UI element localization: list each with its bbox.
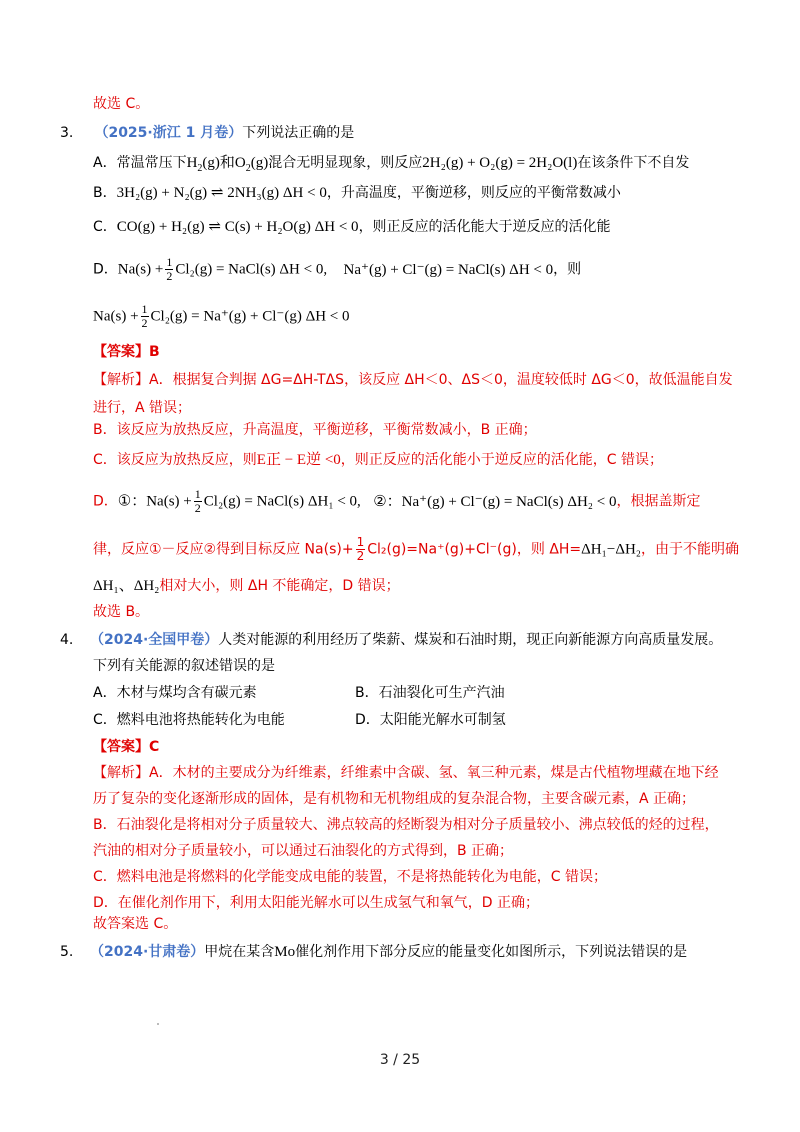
- question-source: （2024·甘肃卷）: [90, 944, 205, 960]
- page-number: 3 / 25: [379, 1052, 421, 1068]
- analysis-line: 汽油的相对分子质量较小，可以通过石油裂化的方式得到，B 正确；: [93, 843, 514, 859]
- analysis-line: D．在催化剂作用下，利用太阳能光解水可以生成氢气和氧气，D 正确；: [93, 895, 540, 911]
- option-b: B．石油裂化可生产汽油: [355, 685, 505, 701]
- analysis-line: 【解析】A．木材的主要成分为纤维素，纤维素中含碳、氢、氧三种元素，煤是古代植物埋藏在地下经: [93, 765, 719, 781]
- option-c: C．燃料电池将热能转化为电能: [93, 712, 285, 728]
- analysis-block: 【解析】A．根据复合判据 ΔG=ΔH-TΔS，该反应 ΔH＜0、ΔS＜0，温度较低时 ΔG＜0，故低温能自发 进行，A 错误；: [93, 372, 733, 416]
- question-stem: 下列说法正确的是: [242, 125, 355, 141]
- previous-conclusion: 故选 C。: [93, 96, 150, 112]
- analysis-d: D．①：Na(s) + $\frac{1}{2}$ Cl₂(g) = NaCl(s) ΔH₁ < 0, ②：Na⁺(g) + Cl⁻(g) = NaCl(s) ΔH₂ < 0，根据盖斯定: [93, 487, 701, 515]
- question-3-header: [60, 123, 354, 143]
- question-4-header: 4. （2024·全国甲卷）人类对能源的利用经历了柴薪、煤炭和石油时期，现正向新能源方向高质量发展。: [60, 632, 723, 648]
- analysis-d-end: ΔH₁、ΔH₂相对大小，则 ΔH 不能确定，D 错误；: [93, 578, 400, 594]
- analysis-d-cont: 律，反应①－反应②得到目标反应 Na(s)+ $\frac{1}{2}$ Cl₂(g)=Na⁺(g)+Cl⁻(g)，则 ΔH=ΔH₁−ΔH₂，由于不能明确: [93, 535, 740, 563]
- analysis-conclusion: 故选 B。: [93, 604, 150, 620]
- equation: 3H₂(g) + N₂(g) ⇌ 2NH₃(g) ΔH < 0: [116, 185, 327, 201]
- answer: 【答案】B: [93, 344, 160, 360]
- analysis-line: C．燃料电池是将燃料的化学能变成电能的装置，不是将热能转化为电能，C 错误；: [93, 869, 607, 885]
- analysis-conclusion: 故答案选 C。: [93, 916, 178, 932]
- option-a: A．常温常压下$H_2(g)$和$O_2(g)$混合无明显现象，则反应2H₂(g) + O₂(g) = 2H₂O(l)在该条件下不自发: [93, 155, 690, 174]
- equation: 2H₂(g) + O₂(g) = 2H₂O(l): [422, 155, 578, 171]
- fraction-half: $\frac{1}{2}$: [356, 535, 365, 563]
- formula: $O_2(g)$: [234, 155, 269, 174]
- analysis-line: B．石油裂化是将相对分子质量较大、沸点较高的烃断裂为相对分子质量较小、沸点较低的烃的过程，: [93, 817, 719, 833]
- equation: CO(g) + H₂(g) ⇌ C(s) + H₂O(g) ΔH < 0: [116, 219, 359, 235]
- option-b: B．3H₂(g) + N₂(g) ⇌ 2NH₃(g) ΔH < 0，升高温度，平衡逆移，则反应的平衡常数减小: [93, 185, 621, 201]
- option-d: D．太阳能光解水可制氢: [355, 712, 506, 728]
- formula: $H_2(g)$和: [186, 155, 235, 174]
- option-d: D．Na(s) + $\frac{1}{2}$ Cl₂(g) = NaCl(s) ΔH < 0, Na⁺(g) + Cl⁻(g) = NaCl(s) ΔH < 0，则: [93, 255, 582, 283]
- analysis-c: C．该反应为放热反应，则E正 − E逆 <0，则正反应的活化能小于逆反应的活化能，C 错误；: [93, 452, 664, 468]
- question-source: （2024·全国甲卷）: [90, 632, 219, 648]
- question-5-header: 5. （2024·甘肃卷）甲烷在某含Mo催化剂作用下部分反应的能量变化如图所示，下列说法错误的是: [60, 944, 688, 960]
- question-4-stem: 下列有关能源的叙述错误的是: [93, 658, 275, 674]
- option-c: C．CO(g) + H₂(g) ⇌ C(s) + H₂O(g) ΔH < 0，则正反应的活化能大于逆反应的活化能: [93, 219, 611, 235]
- option-a: A．木材与煤均含有碳元素: [93, 685, 257, 701]
- option-d-conclusion: Na(s) + $\frac{1}{2}$ Cl₂(g) = Na⁺(g) + Cl⁻(g) ΔH < 0: [93, 302, 350, 330]
- analysis-b: B．该反应为放热反应，升高温度，平衡逆移，平衡常数减小，B 正确；: [93, 422, 537, 438]
- fraction-half: $\frac{1}{2}$: [166, 255, 173, 283]
- fraction-half: $\frac{1}{2}$: [141, 302, 148, 330]
- fraction-half: $\frac{1}{2}$: [194, 487, 201, 515]
- page-mark: [157, 1023, 159, 1025]
- question-number: 3.: [60, 125, 74, 141]
- question-source: （2025·浙江 1 月卷）: [94, 125, 243, 141]
- answer: 【答案】C: [93, 739, 160, 755]
- analysis-line: 历了复杂的变化逐渐形成的固体，是有机物和无机物组成的复杂混合物，主要含碳元素，A 正确；: [93, 791, 696, 807]
